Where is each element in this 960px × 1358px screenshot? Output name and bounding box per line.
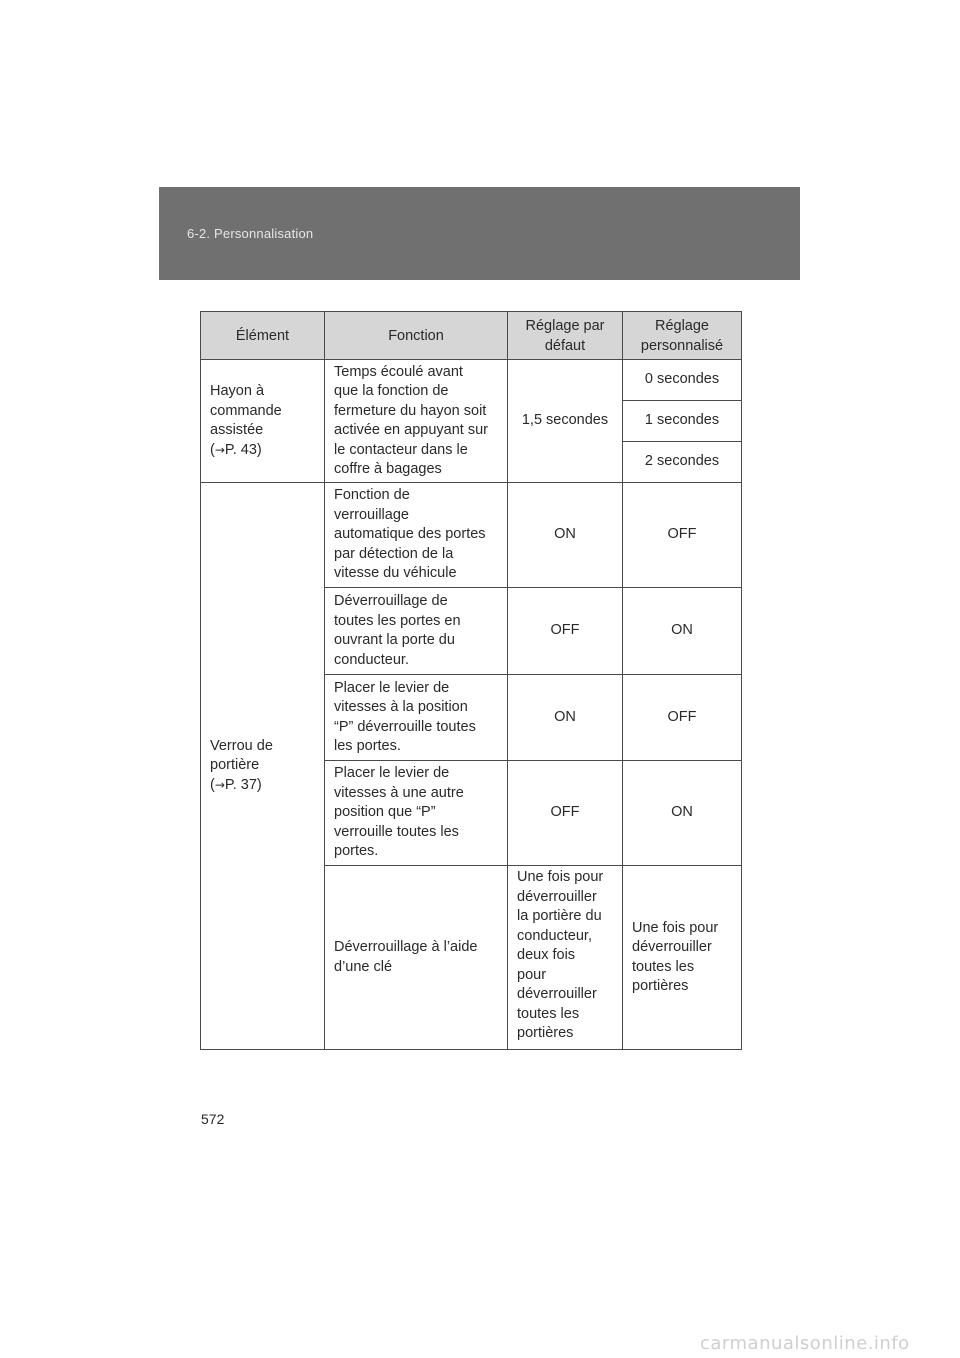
cell-hayon-option-1: 1 secondes: [623, 401, 742, 442]
cell-verrou-perso-4: Une fois pour déverrouiller toutes les portières: [623, 866, 742, 1050]
cell-verrou-perso-2: OFF: [623, 675, 742, 761]
customization-table: [200, 311, 742, 1050]
cell-verrou-perso-3: ON: [623, 761, 742, 866]
right-arrow-icon: →: [214, 442, 225, 457]
cell-verrou-perso-0: OFF: [623, 483, 742, 588]
cell-verrou-fonction-3: Placer le levier de vitesses à une autre position que “P” verrouille toutes les portes.: [325, 761, 508, 866]
cell-verrou-defaut-0: ON: [508, 483, 623, 588]
cell-verrou-defaut-2: ON: [508, 675, 623, 761]
cell-hayon-fonction: Temps écoulé avant que la fonction de fermeture du hayon soit activée en appuyant sur le contacteur dans le coffre à bagages: [325, 360, 508, 483]
verrou-page-ref: P. 37: [224, 776, 257, 793]
cell-verrou-defaut-1: OFF: [508, 588, 623, 675]
cell-hayon-defaut: 1,5 secondes: [508, 360, 623, 483]
header-fonction: Fonction: [325, 312, 508, 360]
table-row: [201, 360, 742, 401]
cell-verrou-defaut-3: OFF: [508, 761, 623, 866]
section-title: 6-2. Personnalisation: [187, 226, 314, 241]
right-arrow-icon: →: [214, 777, 225, 792]
hayon-page-ref: P. 43: [224, 441, 257, 458]
verrou-element-label: Verrou de portière: [210, 737, 273, 774]
section-header-band: [159, 187, 800, 280]
cell-hayon-element: Hayon à commande assistée (→P. 43): [201, 360, 325, 483]
cell-verrou-fonction-0: Fonction de verrouillage automatique des portes par détection de la vitesse du véhicule: [325, 483, 508, 588]
table-header-row: [201, 312, 742, 360]
cell-verrou-perso-1: ON: [623, 588, 742, 675]
cell-verrou-fonction-1: Déverrouillage de toutes les portes en ouvrant la porte du conducteur.: [325, 588, 508, 675]
cell-hayon-option-0: 0 secondes: [623, 360, 742, 401]
cell-verrou-fonction-2: Placer le levier de vitesses à la position “P” déverrouille toutes les portes.: [325, 675, 508, 761]
page-number: 572: [201, 1111, 225, 1127]
watermark: carmanualsonline.info: [700, 1333, 910, 1354]
cell-hayon-option-2: 2 secondes: [623, 442, 742, 483]
header-defaut: Réglage par défaut: [508, 312, 623, 360]
cell-verrou-fonction-4: Déverrouillage à l’aide d’une clé: [325, 866, 508, 1050]
header-perso: Réglage personnalisé: [623, 312, 742, 360]
hayon-element-label: Hayon à commande assistée: [210, 383, 282, 438]
table-row: [201, 483, 742, 588]
header-element: Élément: [201, 312, 325, 360]
cell-verrou-element: Verrou de portière (→P. 37): [201, 483, 325, 1050]
cell-verrou-defaut-4: Une fois pour déverrouiller la portière du conducteur, deux fois pour déverrouiller toutes les portières: [508, 866, 623, 1050]
